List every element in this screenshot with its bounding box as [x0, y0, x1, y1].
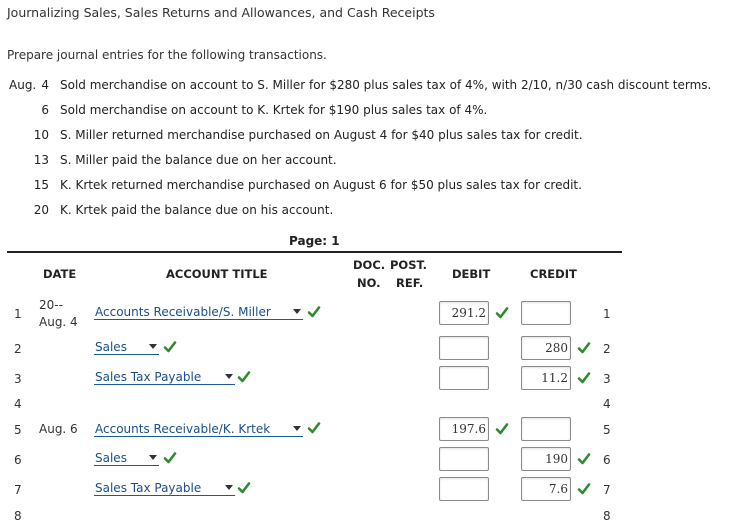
account-select-value: Accounts Receivable/S. Miller: [95, 304, 271, 319]
credit-input[interactable]: [521, 417, 571, 441]
tx-day: 10: [33, 128, 49, 142]
account-select[interactable]: [94, 450, 159, 466]
check-icon: [163, 451, 177, 465]
credit-input[interactable]: 7.6: [521, 477, 571, 501]
check-icon: [577, 452, 591, 466]
row-number-right: 8: [603, 509, 611, 523]
tx-day: 13: [33, 153, 49, 167]
tx-desc: S. Miller returned merchandise purchased on August 4 for $40 plus sales tax for credit.: [60, 128, 583, 142]
account-select[interactable]: [94, 421, 303, 437]
header-doc-top: DOC.: [353, 258, 386, 272]
row-number-right: 6: [603, 453, 611, 467]
debit-input[interactable]: 197.6: [439, 417, 489, 441]
credit-input[interactable]: 190: [521, 447, 571, 471]
check-icon: [577, 371, 591, 385]
tx-day: 4: [41, 78, 49, 92]
dropdown-caret-icon: [225, 374, 233, 379]
row-number: 5: [14, 423, 22, 437]
tx-day: 6: [41, 103, 49, 117]
tx-month: Aug.: [9, 78, 37, 92]
dropdown-caret-icon: [225, 485, 233, 490]
row-number: 2: [14, 342, 22, 356]
dropdown-caret-icon: [149, 455, 157, 460]
row-number: 7: [14, 483, 22, 497]
date-year: 20--: [39, 298, 63, 312]
page-title: Journalizing Sales, Sales Returns and Allowances, and Cash Receipts: [7, 5, 435, 20]
row-number-right: 3: [603, 372, 611, 386]
tx-desc: Sold merchandise on account to S. Miller for $280 plus sales tax of 4%, with 2/10, n/30 cash discount terms.: [60, 78, 712, 92]
instructions: Prepare journal entries for the following transactions.: [7, 48, 327, 62]
credit-input[interactable]: 280: [521, 336, 571, 360]
page-label: Page: 1: [289, 234, 340, 248]
row-number-right: 7: [603, 483, 611, 497]
row-number: 4: [14, 397, 22, 411]
header-post-bottom: REF.: [396, 276, 424, 290]
header-account-title: ACCOUNT TITLE: [166, 267, 268, 281]
credit-input[interactable]: 11.2: [521, 366, 571, 390]
check-icon: [237, 481, 251, 495]
account-select-value: Sales Tax Payable: [95, 369, 202, 384]
debit-input[interactable]: [439, 336, 489, 360]
account-select-value: Sales Tax Payable: [95, 480, 202, 495]
account-select-value: Sales: [95, 339, 127, 354]
account-select[interactable]: [94, 369, 235, 385]
dropdown-caret-icon: [149, 344, 157, 349]
check-icon: [163, 340, 177, 354]
header-post-top: POST.: [390, 258, 427, 272]
row-number-right: 4: [603, 397, 611, 411]
debit-input[interactable]: [439, 447, 489, 471]
tx-desc: Sold merchandise on account to K. Krtek for $190 plus sales tax of 4%.: [60, 103, 488, 117]
tx-day: 20: [33, 203, 49, 217]
date-month-day: Aug. 6: [39, 422, 78, 436]
account-select[interactable]: [94, 480, 235, 496]
check-icon: [307, 305, 321, 319]
dropdown-caret-icon: [293, 426, 301, 431]
header-debit: DEBIT: [452, 267, 491, 281]
dropdown-caret-icon: [293, 309, 301, 314]
header-credit: CREDIT: [530, 267, 577, 281]
tx-desc: K. Krtek returned merchandise purchased on August 6 for $50 plus sales tax for credit.: [60, 178, 582, 192]
check-icon: [577, 341, 591, 355]
header-date: DATE: [43, 267, 77, 281]
journal-top-rule: [7, 251, 622, 253]
check-icon: [307, 421, 321, 435]
debit-input[interactable]: 291.2: [439, 301, 489, 325]
check-icon: [237, 370, 251, 384]
row-number: 3: [14, 372, 22, 386]
check-icon: [577, 482, 591, 496]
account-select[interactable]: [94, 339, 159, 355]
tx-desc: K. Krtek paid the balance due on his account.: [60, 203, 334, 217]
account-select-value: Accounts Receivable/K. Krtek: [95, 421, 271, 436]
tx-desc: S. Miller paid the balance due on her account.: [60, 153, 337, 167]
row-number: 1: [14, 307, 22, 321]
check-icon: [495, 306, 509, 320]
row-number-right: 2: [603, 342, 611, 356]
debit-input[interactable]: [439, 477, 489, 501]
row-number-right: 5: [603, 423, 611, 437]
header-doc-bottom: NO.: [357, 276, 381, 290]
date-month-day: Aug. 4: [39, 315, 78, 329]
row-number: 6: [14, 453, 22, 467]
tx-day: 15: [33, 178, 49, 192]
account-select[interactable]: [94, 304, 303, 320]
credit-input[interactable]: [521, 301, 571, 325]
row-number: 8: [14, 509, 22, 523]
account-select-value: Sales: [95, 450, 127, 465]
debit-input[interactable]: [439, 366, 489, 390]
row-number-right: 1: [603, 307, 611, 321]
check-icon: [495, 422, 509, 436]
